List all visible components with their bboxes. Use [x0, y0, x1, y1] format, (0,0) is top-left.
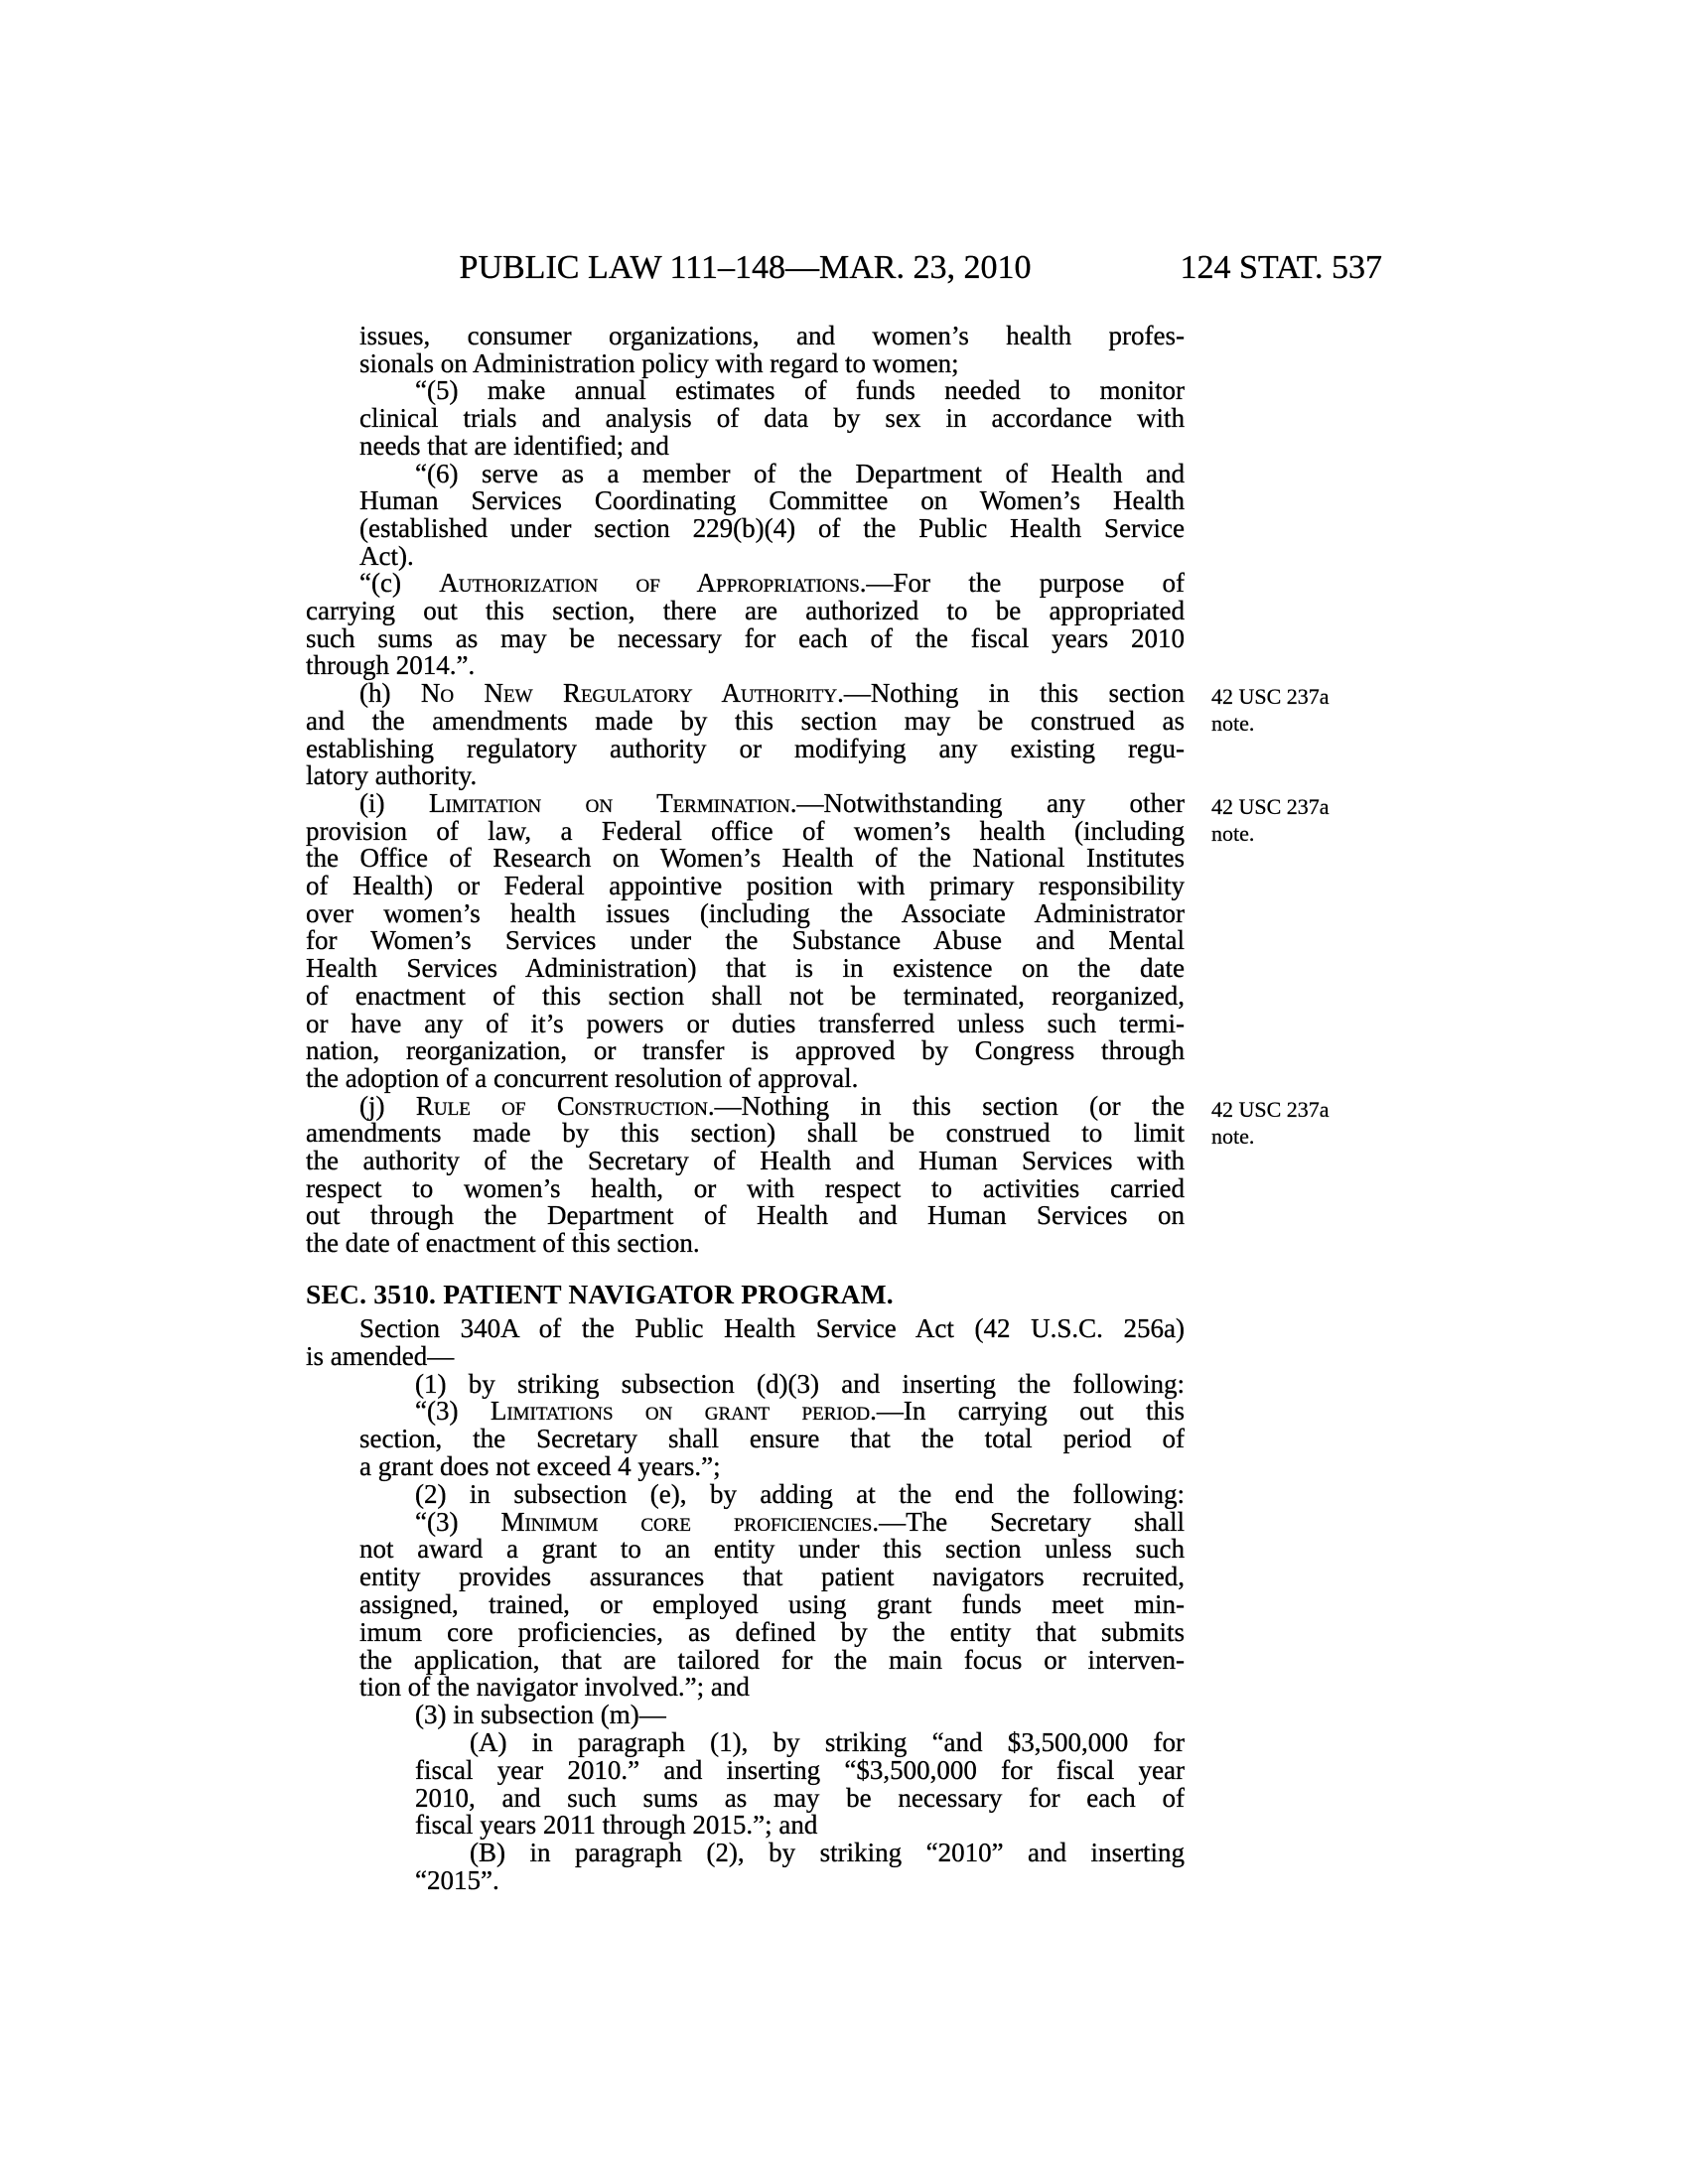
- text-line: [359, 1314, 1185, 1344]
- text-line: [415, 1811, 1185, 1841]
- text-line: [306, 1229, 1185, 1259]
- text-run: needs that are identified; and: [359, 430, 669, 461]
- text-line: [359, 542, 1185, 572]
- text-run: .—Notwithstanding any other: [789, 788, 1185, 818]
- text-run: amendments made by this section) shall be construed to limit: [306, 1119, 1185, 1149]
- text-run: “(6) serve as a member of the Department of Health and: [415, 459, 1185, 488]
- text-line: [359, 349, 1185, 379]
- text-run: of Health) or Federal appointive position with primary responsibility: [306, 872, 1185, 900]
- text-line: [359, 486, 1185, 516]
- text-run: (A) in paragraph (1), by striking “and $3,500,000 for: [470, 1728, 1185, 1757]
- text-run: is amended—: [306, 1340, 455, 1371]
- small-caps-run: Minimum core proficiencies: [500, 1507, 873, 1537]
- text-run: the adoption of a concurrent resolution of approval.: [306, 1062, 859, 1093]
- text-line: [415, 460, 1185, 489]
- margin-note-line: 42 USC 237a: [1211, 794, 1330, 819]
- text-line: [306, 761, 1185, 791]
- text-run: sionals on Administration policy with regard to women;: [359, 347, 959, 378]
- text-line: [306, 954, 1185, 984]
- text-line: [359, 679, 1185, 709]
- text-run: not award a grant to an entity under this section unless such: [359, 1535, 1185, 1565]
- section-heading: SEC. 3510. PATIENT NAVIGATOR PROGRAM.: [306, 1279, 894, 1309]
- text-run: through 2014.”.: [306, 650, 476, 681]
- text-line: [306, 1119, 1185, 1149]
- text-line: [415, 1508, 1185, 1538]
- text-line: [415, 376, 1185, 406]
- text-line: [359, 1646, 1185, 1676]
- text-line: [306, 597, 1185, 626]
- text-line: [306, 1201, 1185, 1231]
- text-run: .—In carrying out this: [870, 1397, 1185, 1427]
- stat-page-number: 124 STAT. 537: [1180, 249, 1382, 286]
- text-run: fiscal year 2010.” and inserting “$3,500,000 for fiscal year: [415, 1755, 1185, 1785]
- text-line: [415, 1370, 1185, 1400]
- text-run: the application, that are tailored for the main focus or interven-: [359, 1645, 1185, 1675]
- text-run: assigned, trained, or employed using grant funds meet min-: [359, 1590, 1185, 1619]
- small-caps-run: Limitations on grant period: [490, 1397, 871, 1427]
- text-run: Human Services Coordinating Committee on Women’s Health: [359, 486, 1185, 516]
- text-run: 2010, and such sums as may be necessary for each of: [415, 1783, 1185, 1813]
- margin-note: [1211, 683, 1385, 737]
- text-run: (i): [359, 788, 429, 818]
- text-run: (h): [359, 679, 421, 709]
- margin-note-line: note.: [1211, 711, 1255, 736]
- text-run: issues, consumer organizations, and women’s health profes-: [359, 322, 1185, 350]
- text-run: the date of enactment of this section.: [306, 1228, 700, 1259]
- text-run: Section 340A of the Public Health Service Act (42 U.S.C. 256a): [359, 1314, 1185, 1343]
- text-run: fiscal years 2011 through 2015.”; and: [415, 1810, 818, 1841]
- text-run: .—Nothing in this section (or the: [707, 1091, 1185, 1121]
- text-line: [415, 1480, 1185, 1510]
- text-run: tion of the navigator involved.”; and: [359, 1672, 750, 1703]
- text-run: a grant does not exceed 4 years.”;: [359, 1451, 721, 1481]
- text-run: (established under section 229(b)(4) of the Public Health Service: [359, 513, 1185, 543]
- text-line: [415, 1756, 1185, 1786]
- text-line: [359, 1425, 1185, 1454]
- running-header-law-title: PUBLIC LAW 111–148—MAR. 23, 2010: [459, 249, 1032, 286]
- text-line: [359, 1673, 1185, 1703]
- text-line: [306, 1342, 1185, 1372]
- text-run: (3) in subsection (m)—: [415, 1700, 666, 1730]
- text-line: [306, 844, 1185, 874]
- text-line: [415, 1784, 1185, 1814]
- text-run: out through the Department of Health and Human Services on: [306, 1201, 1185, 1231]
- text-line: [306, 1036, 1185, 1066]
- margin-note-line: note.: [1211, 1124, 1255, 1149]
- text-line: [306, 1147, 1185, 1176]
- text-line: [306, 899, 1185, 929]
- small-caps-run: Limitation on Termination: [429, 788, 790, 818]
- text-run: “(3): [415, 1507, 501, 1537]
- text-run: Health Services Administration) that is in existence on the date: [306, 954, 1185, 984]
- text-line: [359, 789, 1185, 819]
- text-line: [359, 432, 1185, 462]
- text-line: [306, 926, 1185, 956]
- text-run: or have any of it’s powers or duties transferred unless such termi-: [306, 1009, 1185, 1038]
- text-run: (1) by striking subsection (d)(3) and inserting the following:: [415, 1369, 1185, 1399]
- text-run: of enactment of this section shall not be terminated, reorganized,: [306, 981, 1185, 1011]
- text-run: entity provides assurances that patient navigators recruited,: [359, 1563, 1185, 1592]
- margin-note-line: 42 USC 237a: [1211, 684, 1330, 709]
- margin-note: [1211, 1096, 1385, 1150]
- text-run: establishing regulatory authority or modifying any existing regu-: [306, 734, 1185, 763]
- text-line: [359, 1452, 1185, 1482]
- text-run: clinical trials and analysis of data by sex in accordance with: [359, 404, 1185, 434]
- text-line: [359, 322, 1185, 351]
- text-line: [306, 651, 1185, 681]
- text-run: respect to women’s health, or with respect to activities carried: [306, 1173, 1185, 1203]
- margin-note-line: note.: [1211, 821, 1255, 846]
- text-run: Act).: [359, 540, 414, 571]
- text-run: the Office of Research on Women’s Health of the National Institutes: [306, 844, 1185, 874]
- text-run: .—The Secretary shall: [872, 1507, 1185, 1537]
- small-caps-run: Authorization of Appropriations: [439, 569, 860, 599]
- text-run: nation, reorganization, or transfer is approved by Congress through: [306, 1036, 1185, 1066]
- text-run: (j): [359, 1091, 416, 1121]
- text-line: [359, 1092, 1185, 1122]
- text-line: [415, 1866, 1185, 1896]
- text-line: [359, 1590, 1185, 1620]
- text-run: for Women’s Services under the Substance Abuse and Mental: [306, 926, 1185, 956]
- small-caps-run: Rule of Construction: [415, 1091, 708, 1121]
- text-line: [306, 735, 1185, 764]
- text-run: “(3): [415, 1397, 491, 1427]
- text-line: [306, 707, 1185, 737]
- text-line: [415, 1701, 1185, 1730]
- text-line: [359, 1618, 1185, 1648]
- text-run: the authority of the Secretary of Health and Human Services with: [306, 1147, 1185, 1175]
- text-line: [359, 1535, 1185, 1565]
- text-run: and the amendments made by this section may be construed as: [306, 706, 1185, 736]
- text-run: over women’s health issues (including the Associate Administrator: [306, 898, 1185, 928]
- text-line: [306, 1174, 1185, 1204]
- text-line: [359, 514, 1185, 544]
- text-run: .—Nothing in this section: [837, 679, 1185, 709]
- text-run: carrying out this section, there are authorized to be appropriated: [306, 597, 1185, 625]
- text-line: [306, 982, 1185, 1012]
- text-line: [306, 872, 1185, 901]
- text-line: [306, 1010, 1185, 1039]
- text-run: “(c): [359, 569, 440, 599]
- text-run: latory authority.: [306, 760, 478, 791]
- text-line: [470, 1728, 1185, 1758]
- text-run: .—For the purpose of: [859, 569, 1185, 599]
- small-caps-run: No New Regulatory Authority: [420, 679, 838, 709]
- text-line: [306, 1064, 1185, 1094]
- text-line: [359, 569, 1185, 599]
- text-run: imum core proficiencies, as defined by the entity that submits: [359, 1617, 1185, 1647]
- text-run: provision of law, a Federal office of women’s health (including: [306, 816, 1185, 846]
- text-run: (2) in subsection (e), by adding at the end the following:: [415, 1479, 1185, 1509]
- text-line: [415, 1397, 1185, 1427]
- margin-note-line: 42 USC 237a: [1211, 1097, 1330, 1122]
- text-line: [359, 1563, 1185, 1592]
- text-run: section, the Secretary shall ensure that the total period of: [359, 1425, 1185, 1454]
- text-run: such sums as may be necessary for each of the fiscal years 2010: [306, 623, 1185, 653]
- text-line: [306, 817, 1185, 847]
- text-line: [470, 1839, 1185, 1868]
- text-run: (B) in paragraph (2), by striking “2010” and inserting: [470, 1839, 1185, 1868]
- text-run: “(5) make annual estimates of funds needed to monitor: [415, 376, 1185, 406]
- text-run: “2015”.: [415, 1865, 499, 1895]
- text-line: [359, 404, 1185, 434]
- text-line: [306, 624, 1185, 654]
- margin-note: [1211, 793, 1385, 847]
